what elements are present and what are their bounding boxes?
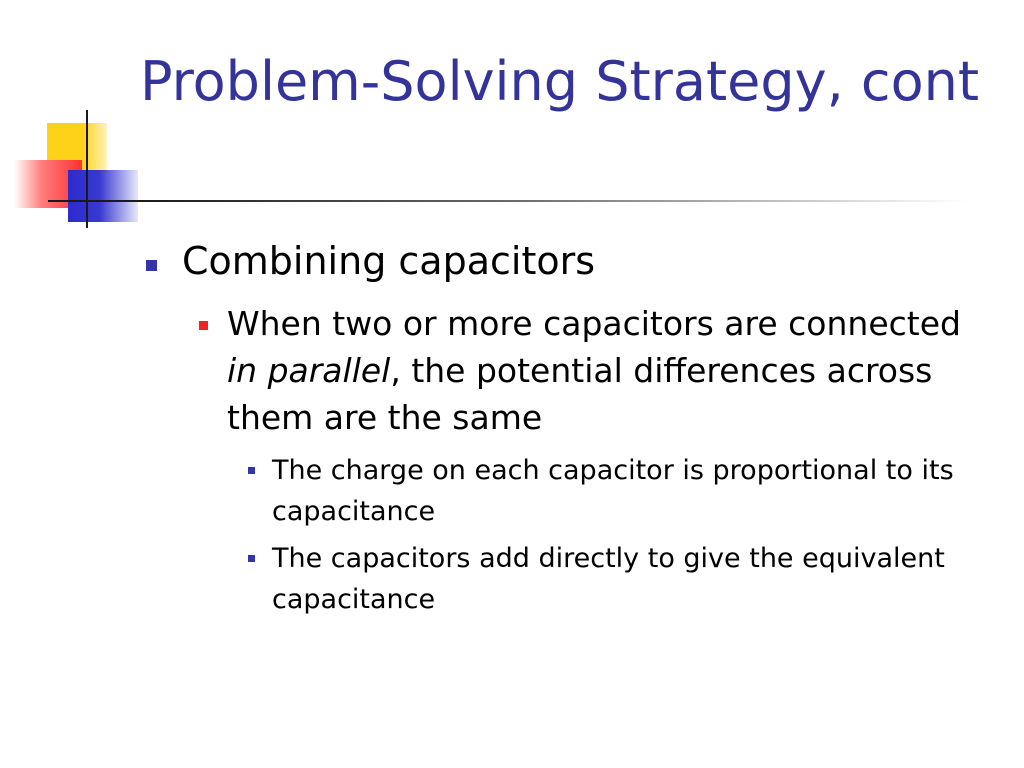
bullet-item-level3 bbox=[272, 538, 972, 620]
horizontal-line-decoration bbox=[48, 200, 140, 202]
square-bullet-icon bbox=[199, 321, 208, 330]
slide-title: Problem-Solving Strategy, cont bbox=[140, 50, 980, 113]
square-bullet-icon bbox=[248, 467, 255, 474]
bullet-item-level2 bbox=[227, 300, 997, 441]
emphasis-text: in parallel bbox=[227, 351, 391, 390]
bullet-text-end: , the potential differences across them are the same bbox=[227, 351, 933, 437]
bullet-text-start: When two or more capacitors are connected bbox=[227, 304, 961, 343]
vertical-line-decoration bbox=[86, 110, 88, 228]
square-bullet-icon bbox=[146, 260, 157, 271]
bullet-item-level3 bbox=[272, 450, 972, 532]
bullet-text: Combining capacitors bbox=[182, 239, 596, 283]
blue-square-decoration bbox=[68, 170, 138, 222]
bullet-text: The charge on each capacitor is proportional to its capacitance bbox=[272, 455, 954, 527]
title-underline-rule bbox=[138, 200, 968, 202]
bullet-text: The capacitors add directly to give the equivalent capacitance bbox=[272, 543, 945, 615]
bullet-item-level1 bbox=[182, 236, 982, 286]
square-bullet-icon bbox=[248, 555, 255, 562]
